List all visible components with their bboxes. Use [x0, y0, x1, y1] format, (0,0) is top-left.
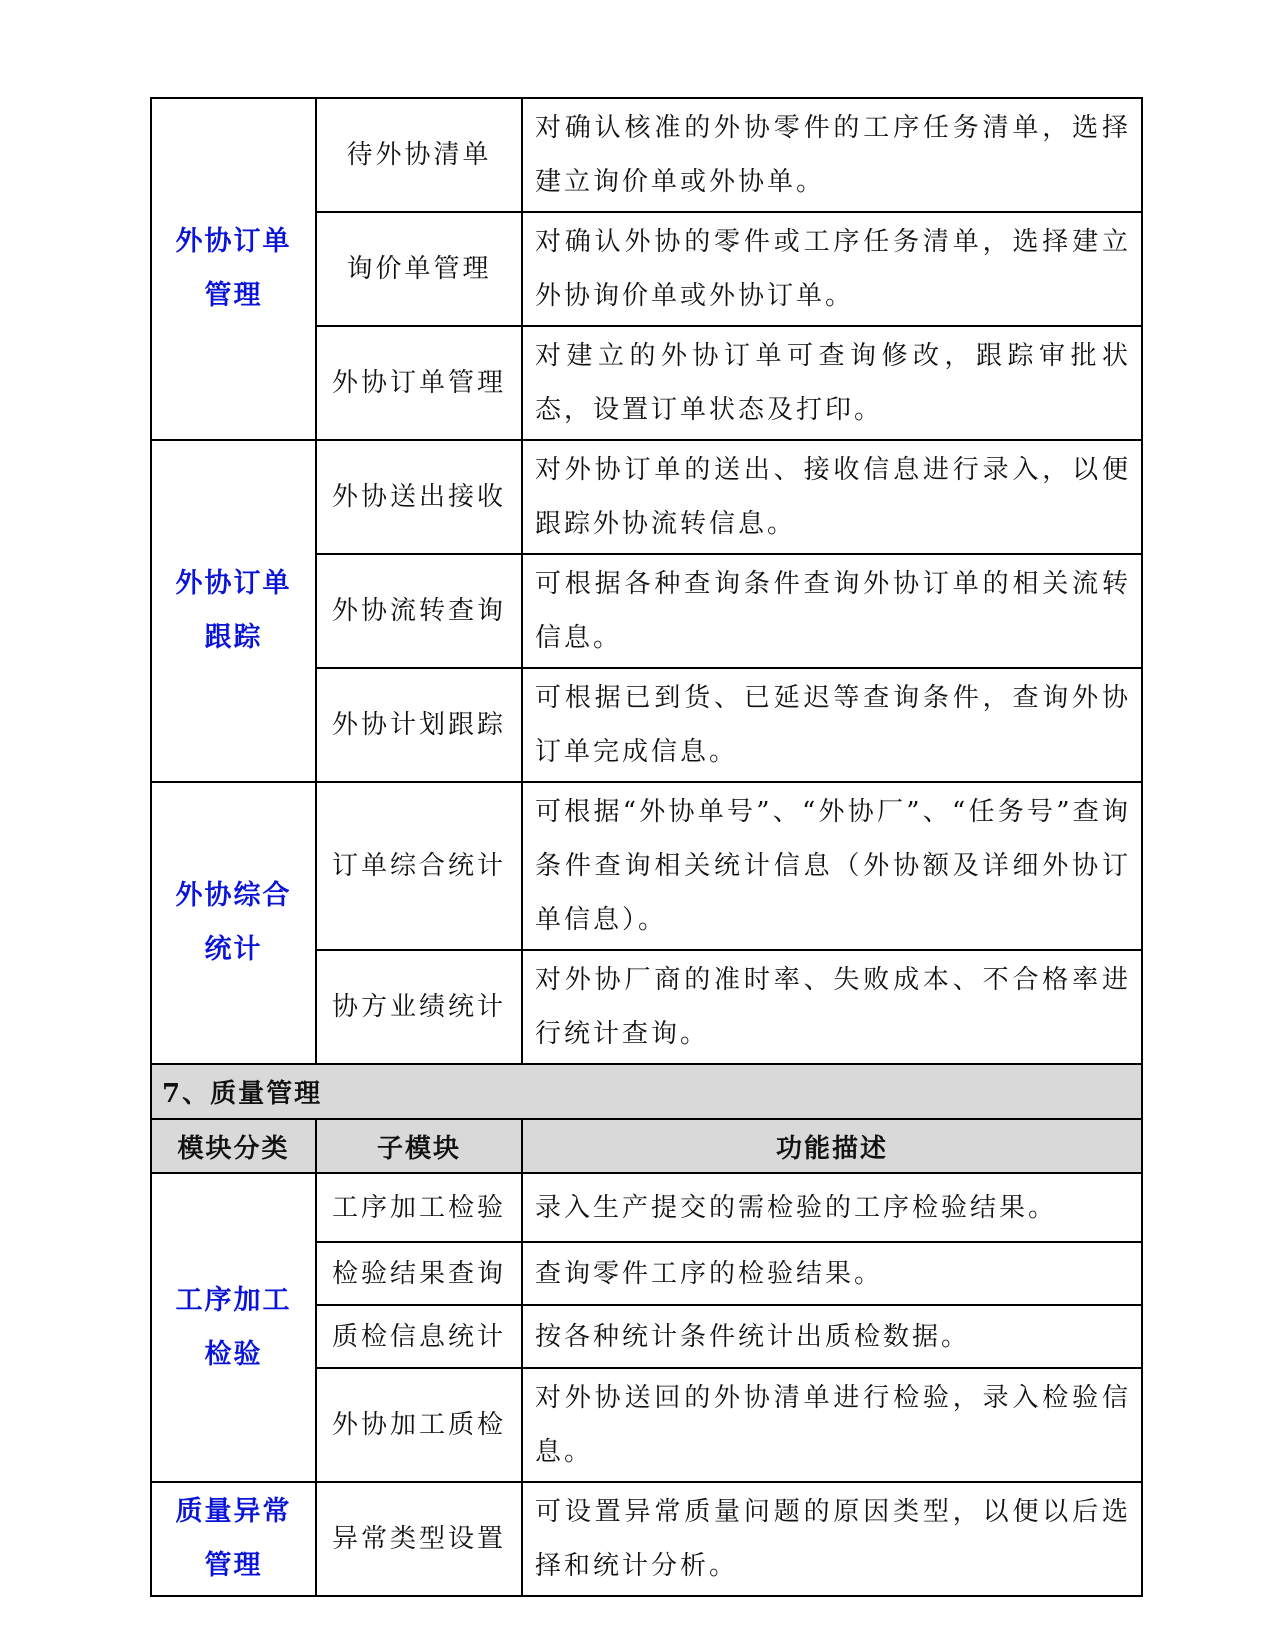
description-cell: 按各种统计条件统计出质检数据。: [522, 1305, 1142, 1368]
submodule-cell: 质检信息统计: [316, 1305, 522, 1368]
section-title: 7、质量管理: [151, 1064, 1142, 1119]
submodule-cell: 订单综合统计: [316, 782, 522, 950]
submodule-cell: 外协加工质检: [316, 1368, 522, 1482]
table-row: [151, 98, 1142, 212]
submodule-cell: 外协流转查询: [316, 554, 522, 668]
description-cell: 对建立的外协订单可查询修改，跟踪审批状态，设置订单状态及打印。: [522, 326, 1142, 440]
category-label-line1: 工序加工: [175, 1284, 292, 1316]
category-cell: [151, 1482, 316, 1596]
submodule-cell: 异常类型设置: [316, 1482, 522, 1596]
category-cell: [151, 782, 316, 1064]
table-header-row: [151, 1119, 1142, 1173]
category-label-line1: 质量异常: [175, 1496, 292, 1527]
table-row: [151, 782, 1142, 950]
submodule-cell: 外协送出接收: [316, 440, 522, 554]
header-submodule: 子模块: [316, 1119, 522, 1173]
category-label-line2: 统计: [204, 934, 263, 965]
description-cell: 查询零件工序的检验结果。: [522, 1242, 1142, 1305]
category-label-line1: 外协订单: [175, 568, 292, 599]
description-cell: 对外协订单的送出、接收信息进行录入，以便跟踪外协流转信息。: [522, 440, 1142, 554]
submodule-cell: 待外协清单: [316, 98, 522, 212]
description-cell: 可根据各种查询条件查询外协订单的相关流转信息。: [522, 554, 1142, 668]
description-cell: 对外协送回的外协清单进行检验，录入检验信息。: [522, 1368, 1142, 1482]
submodule-cell: 协方业绩统计: [316, 950, 522, 1064]
category-label-line1: 外协综合: [175, 880, 292, 911]
category-label-line2: 管理: [204, 1550, 263, 1581]
module-table: [150, 97, 1143, 1597]
submodule-cell: 外协订单管理: [316, 326, 522, 440]
category-cell: [151, 1173, 316, 1482]
description-cell: 对外协厂商的准时率、失败成本、不合格率进行统计查询。: [522, 950, 1142, 1064]
description-cell: 对确认外协的零件或工序任务清单，选择建立外协询价单或外协订单。: [522, 212, 1142, 326]
category-label-line2: 管理: [204, 280, 263, 311]
submodule-cell: 工序加工检验: [316, 1173, 522, 1242]
submodule-cell: 询价单管理: [316, 212, 522, 326]
category-label-line2: 跟踪: [204, 622, 263, 653]
table-row: [151, 1482, 1142, 1596]
category-label-line1: 外协订单: [175, 226, 292, 257]
category-cell: [151, 98, 316, 440]
description-cell: 可设置异常质量问题的原因类型，以便以后选择和统计分析。: [522, 1482, 1142, 1596]
table-row: [151, 440, 1142, 554]
submodule-cell: 检验结果查询: [316, 1242, 522, 1305]
category-cell: [151, 440, 316, 782]
description-cell: 可根据“外协单号”、“外协厂”、“任务号”查询条件查询相关统计信息（外协额及详细外协订单信息）。: [522, 782, 1142, 950]
header-description: 功能描述: [522, 1119, 1142, 1173]
section-row: [151, 1064, 1142, 1119]
table-row: [151, 1173, 1142, 1242]
header-category: 模块分类: [151, 1119, 316, 1173]
category-label-line2: 检验: [204, 1338, 263, 1370]
submodule-cell: 外协计划跟踪: [316, 668, 522, 782]
description-cell: 可根据已到货、已延迟等查询条件，查询外协订单完成信息。: [522, 668, 1142, 782]
description-cell: 对确认核准的外协零件的工序任务清单，选择建立询价单或外协单。: [522, 98, 1142, 212]
description-cell: 录入生产提交的需检验的工序检验结果。: [522, 1173, 1142, 1242]
